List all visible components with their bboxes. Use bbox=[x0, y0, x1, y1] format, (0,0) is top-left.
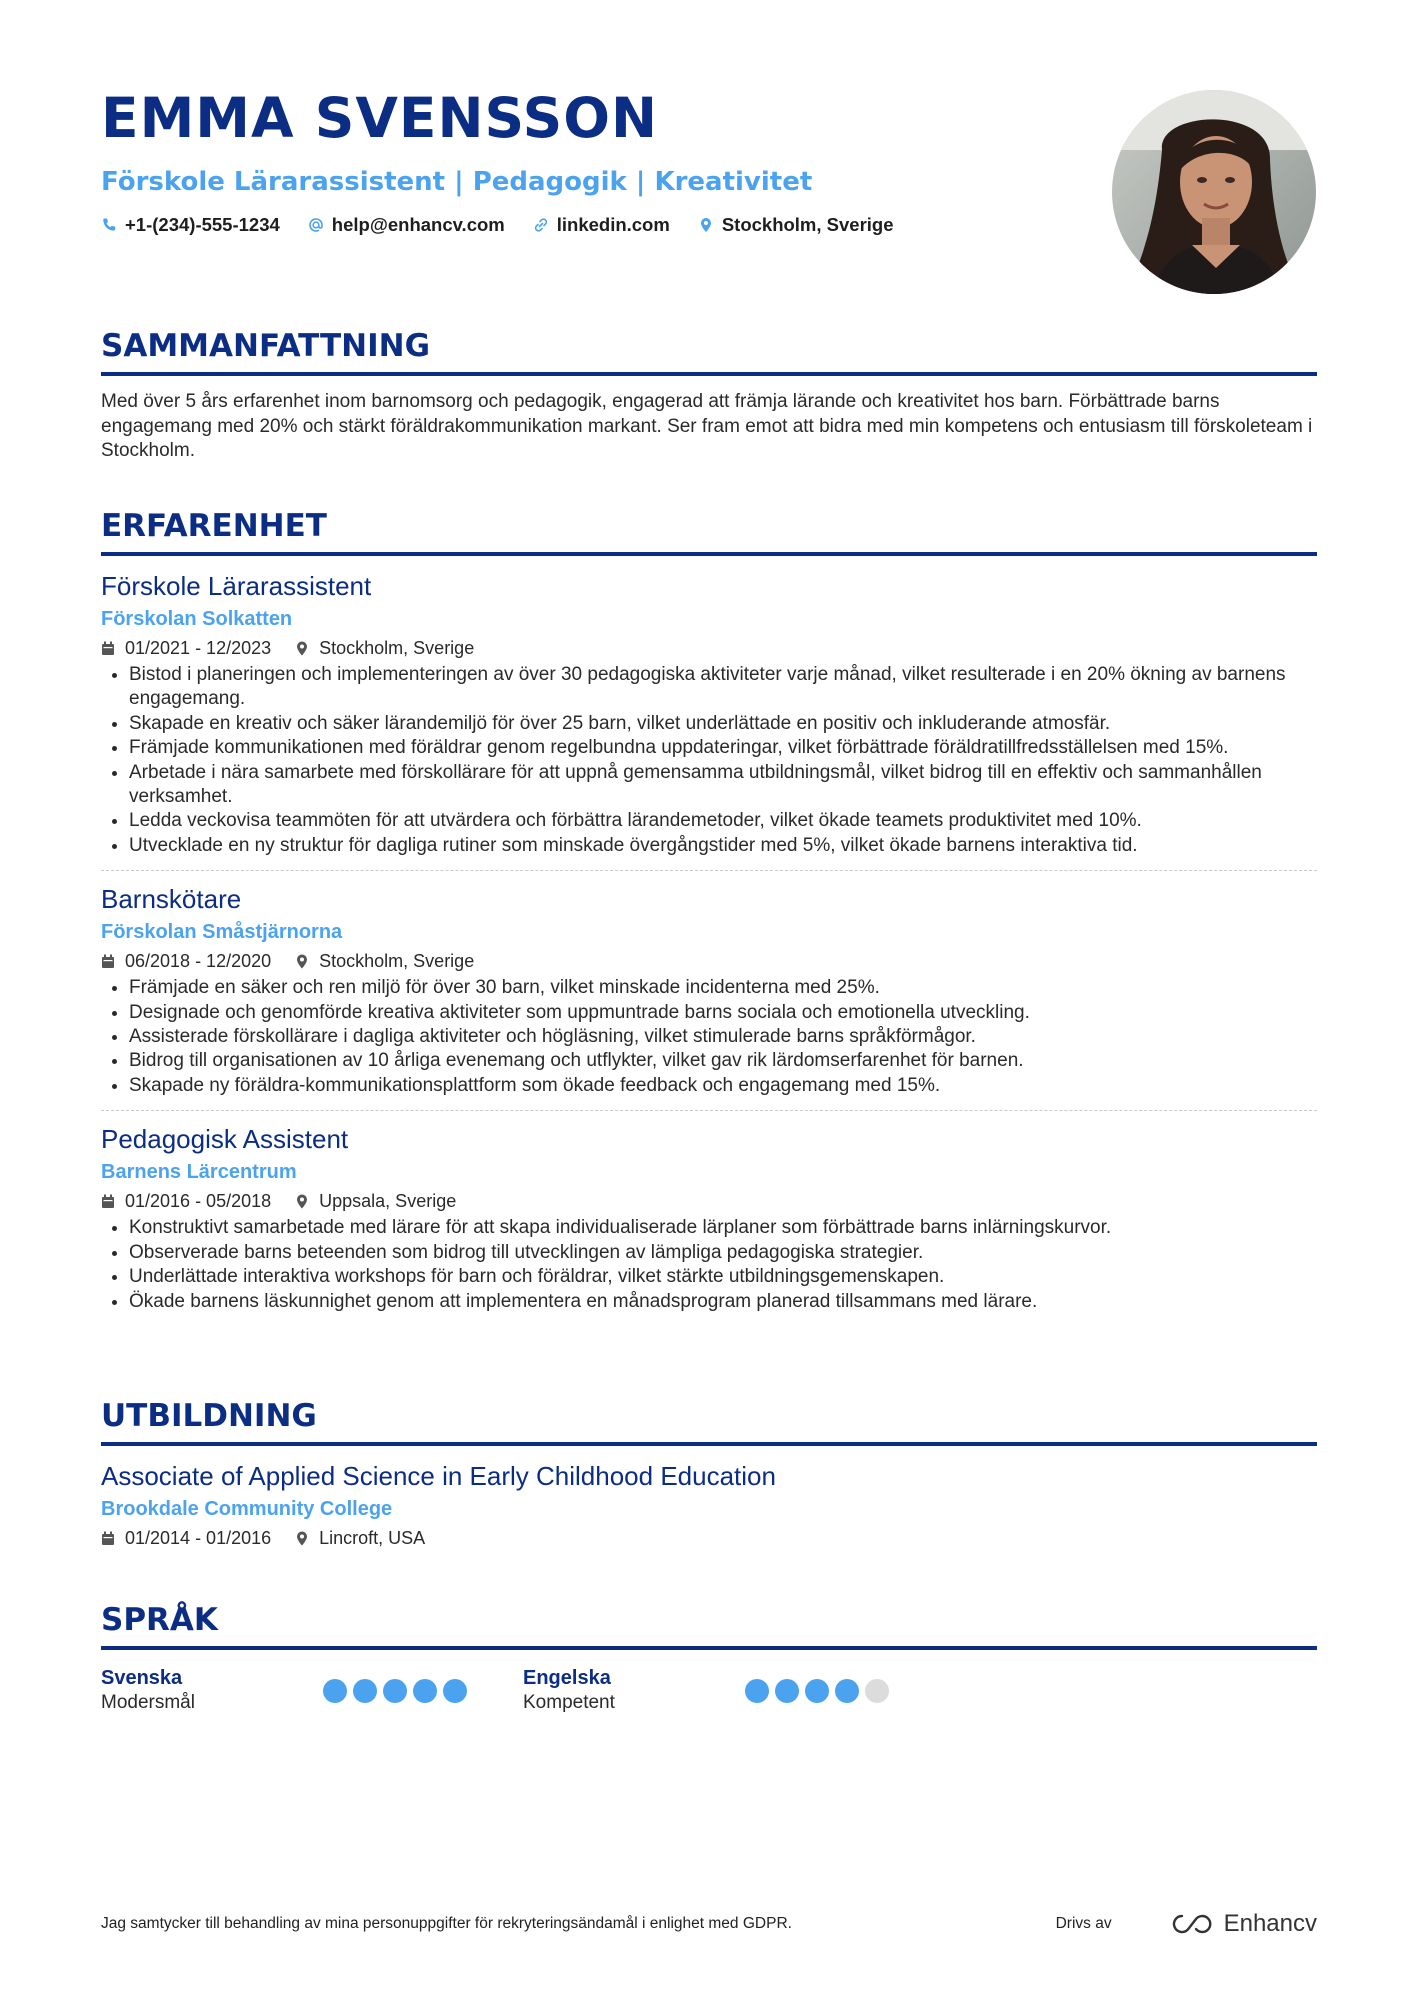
job-meta bbox=[101, 949, 1317, 973]
contact-email[interactable] bbox=[308, 214, 505, 236]
bullet-item: • Skapade ny föräldra-kommunikationsplattform som ökade feedback och engagemang med 15%. bbox=[129, 1074, 1317, 1098]
school-name: Brookdale Community College bbox=[101, 1498, 393, 1520]
job-location-text: Stockholm, Sverige bbox=[319, 951, 475, 972]
entry-divider bbox=[101, 1110, 1317, 1111]
bullet-item: • Arbetade i nära samarbete med förskollärare för att uppnå gemensamma utbildningsmål, vilket bidrog till en effektiv och sammanhållen verksamhet. bbox=[129, 761, 1317, 810]
section-rule bbox=[101, 1646, 1317, 1650]
contact-linkedin[interactable] bbox=[533, 214, 670, 236]
rating-dot-filled bbox=[835, 1679, 859, 1703]
job-meta bbox=[101, 636, 1317, 660]
brand-name: Enhancv bbox=[1223, 1910, 1317, 1937]
language-text bbox=[101, 1666, 323, 1716]
bullet-item: • Ökade barnens läskunnighet genom att implementera en månadsprogram planerad tillsammans med lärare. bbox=[129, 1290, 1317, 1314]
summary-text: Med över 5 års erfarenhet inom barnomsorg och pedagogik, engagerad att främja lärande och kreativitet hos barn. Förbättrade barns engagemang med 20% och stärkt föräldrakommunikation markant. Ser fram emot att bidra med min kompetens och entusiasm till förskoleteam i Stockholm. bbox=[101, 391, 1313, 461]
job-dates bbox=[101, 949, 271, 973]
job-title: Förskole Lärarassistent bbox=[101, 571, 372, 601]
company-name: Förskolan Småstjärnorna bbox=[101, 921, 343, 944]
summary-section bbox=[101, 326, 1317, 464]
rating-dot-filled bbox=[383, 1679, 407, 1703]
rating-dot-filled bbox=[323, 1679, 347, 1703]
bullet-item: • Observerade barns beteenden som bidrog till utvecklingen av lämpliga pedagogiska strategier. bbox=[129, 1241, 1317, 1265]
job-location bbox=[295, 1189, 456, 1213]
languages-list bbox=[101, 1666, 1317, 1716]
rating-dot-filled bbox=[775, 1679, 799, 1703]
bullet-item: • Skapade en kreativ och säker lärandemiljö för över 25 barn, vilket underlättade en positiv och inkluderande atmosfär. bbox=[129, 712, 1317, 736]
section-rule bbox=[101, 372, 1317, 376]
section-rule bbox=[101, 1442, 1317, 1446]
contact-location bbox=[698, 214, 894, 236]
job-dates bbox=[101, 1189, 271, 1213]
at-icon bbox=[308, 217, 324, 233]
phone-text: +1-(234)-555-1234 bbox=[125, 214, 280, 235]
language-level: Modersmål bbox=[101, 1692, 195, 1713]
experience-heading: ERFARENHET bbox=[101, 508, 327, 544]
location-pin-icon bbox=[295, 1531, 309, 1546]
enhancv-logo-icon bbox=[1170, 1912, 1214, 1936]
rating-dot-filled bbox=[353, 1679, 377, 1703]
education-location bbox=[295, 1526, 425, 1550]
language-text bbox=[523, 1666, 745, 1716]
company-name: Förskolan Solkatten bbox=[101, 608, 293, 630]
rating-dot-filled bbox=[443, 1679, 467, 1703]
contact-info bbox=[101, 214, 1101, 236]
job-dates-text: 01/2021 - 12/2023 bbox=[125, 638, 272, 658]
location-pin-icon bbox=[295, 1194, 309, 1209]
contact-phone[interactable] bbox=[101, 214, 280, 236]
location-text: Stockholm, Sverige bbox=[721, 214, 894, 235]
footer bbox=[101, 1910, 1317, 1938]
language-name: Svenska bbox=[101, 1667, 183, 1689]
job-bullets bbox=[101, 1216, 1317, 1314]
languages-heading: SPRÅK bbox=[101, 1602, 218, 1638]
education-entry bbox=[101, 1460, 1317, 1550]
link-icon bbox=[533, 217, 549, 233]
bullet-item: • Utvecklade en ny struktur för dagliga rutiner som minskade övergångstider med 5%, vilket ökade barnens interaktiva tid. bbox=[129, 834, 1317, 858]
education-dates-text: 01/2014 - 01/2016 bbox=[125, 1528, 272, 1548]
education-heading: UTBILDNING bbox=[101, 1398, 317, 1434]
calendar-icon bbox=[101, 954, 115, 969]
job-title: Pedagogisk Assistent bbox=[101, 1124, 349, 1155]
candidate-headline: Förskole Lärarassistent | Pedagogik | Kreativitet bbox=[101, 167, 813, 197]
job-location bbox=[295, 949, 474, 973]
job-bullets bbox=[101, 663, 1317, 858]
linkedin-text: linkedin.com bbox=[556, 214, 670, 235]
job-dates-text: 01/2016 - 05/2018 bbox=[125, 1191, 272, 1212]
job-entry bbox=[101, 570, 1317, 871]
language-rating bbox=[323, 1679, 467, 1716]
company-name: Barnens Lärcentrum bbox=[101, 1161, 297, 1184]
email-text: help@enhancv.com bbox=[331, 214, 505, 235]
rating-dot-filled bbox=[745, 1679, 769, 1703]
job-title: Barnskötare bbox=[101, 884, 242, 915]
enhancv-logo[interactable] bbox=[1170, 1910, 1317, 1938]
languages-section bbox=[101, 1600, 1317, 1716]
bullet-item: • Designade och genomförde kreativa aktiviteter som uppmuntrade barns sociala och emotionella utveckling. bbox=[129, 1001, 1317, 1025]
education-section bbox=[101, 1396, 1317, 1550]
bullet-item: • Ledda veckovisa teammöten för att utvärdera och förbättra lärandemetoder, vilket ökade teamets produktivitet med 10%. bbox=[129, 809, 1317, 833]
rating-dot-empty bbox=[865, 1679, 889, 1703]
calendar-icon bbox=[101, 1194, 115, 1209]
bullet-item: • Bistod i planeringen och implementeringen av över 30 pedagogiska aktiviteter varje månad, vilket resulterade i en 20% ökning av barnens engagemang. bbox=[129, 663, 1317, 712]
bullet-item: • Främjade kommunikationen med föräldrar genom regelbundna uppdateringar, vilket förbättrade föräldratillfredsställelsen med 15%. bbox=[129, 736, 1317, 760]
language-rating bbox=[745, 1679, 889, 1716]
bullet-item: • Konstruktivt samarbetade med lärare för att skapa individualiserade lärplaner som förbättrade barns inlärningskurvor. bbox=[129, 1216, 1317, 1240]
powered-by-label: Drivs av bbox=[1055, 1915, 1112, 1932]
candidate-name: EMMA SVENSSON bbox=[101, 86, 659, 150]
job-entry bbox=[101, 1123, 1317, 1314]
job-location-text: Uppsala, Sverige bbox=[319, 1191, 457, 1212]
job-location-text: Stockholm, Sverige bbox=[319, 638, 475, 658]
location-pin-icon bbox=[698, 217, 714, 233]
job-meta bbox=[101, 1189, 1317, 1213]
bullet-item: • Assisterade förskollärare i dagliga aktiviteter och högläsning, vilket stimulerade barns språkförmågor. bbox=[129, 1025, 1317, 1049]
bullet-item: • Främjade en säker och ren miljö för över 30 barn, vilket minskade incidenterna med 25%. bbox=[129, 976, 1317, 1000]
rating-dot-filled bbox=[413, 1679, 437, 1703]
section-rule bbox=[101, 552, 1317, 556]
language-level: Kompetent bbox=[523, 1692, 615, 1713]
language-item bbox=[101, 1666, 523, 1716]
language-name: Engelska bbox=[523, 1667, 611, 1689]
calendar-icon bbox=[101, 641, 115, 656]
job-location bbox=[295, 636, 474, 660]
location-pin-icon bbox=[295, 641, 309, 656]
bullet-item: • Bidrog till organisationen av 10 årliga evenemang och utflykter, vilket gav rik lärdomserfarenhet för barnen. bbox=[129, 1049, 1317, 1073]
job-dates bbox=[101, 636, 271, 660]
entry-divider bbox=[101, 870, 1317, 871]
gdpr-consent-text: Jag samtycker till behandling av mina personuppgifter för rekryteringsändamål i enlighet med GDPR. bbox=[101, 1915, 792, 1932]
degree-title: Associate of Applied Science in Early Childhood Education bbox=[101, 1461, 776, 1491]
resume-header bbox=[101, 84, 1101, 236]
education-meta bbox=[101, 1526, 1317, 1550]
education-location-text: Lincroft, USA bbox=[319, 1528, 426, 1548]
job-entry bbox=[101, 883, 1317, 1111]
summary-heading: SAMMANFATTNING bbox=[101, 328, 431, 364]
location-pin-icon bbox=[295, 954, 309, 969]
phone-icon bbox=[101, 217, 117, 233]
education-dates bbox=[101, 1526, 271, 1550]
calendar-icon bbox=[101, 1531, 115, 1546]
bullet-item: • Underlättade interaktiva workshops för barn och föräldrar, vilket stärkte utbildningsgemenskapen. bbox=[129, 1265, 1317, 1289]
experience-section bbox=[101, 506, 1317, 1314]
profile-photo bbox=[1112, 90, 1316, 294]
language-item bbox=[523, 1666, 945, 1716]
job-bullets bbox=[101, 976, 1317, 1098]
rating-dot-filled bbox=[805, 1679, 829, 1703]
job-dates-text: 06/2018 - 12/2020 bbox=[125, 951, 272, 972]
